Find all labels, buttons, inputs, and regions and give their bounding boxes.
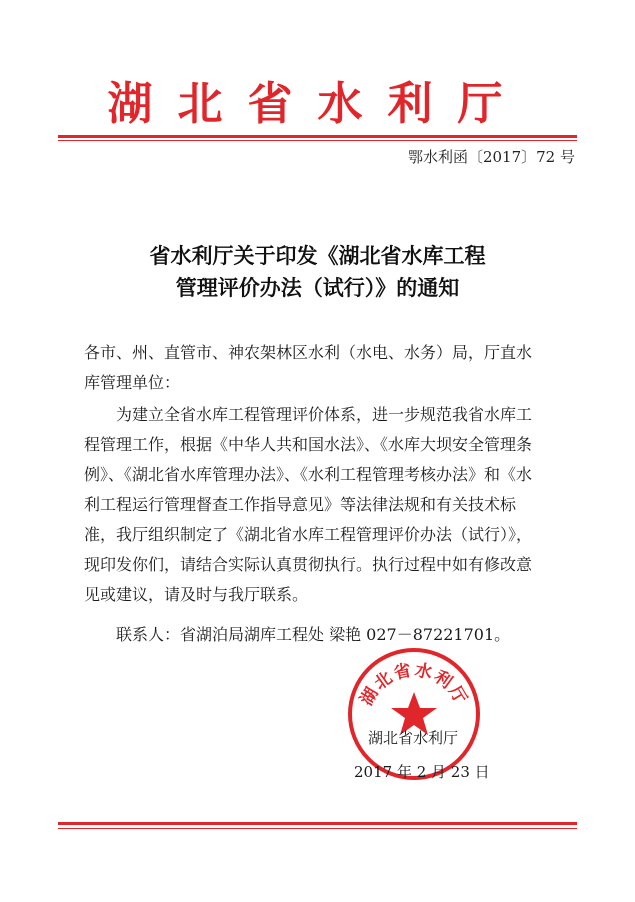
document-number: 鄂水利函〔2017〕72 号 [407, 148, 575, 166]
body-line: 程管理工作，根据《中华人共和国水法》、《水库大坝安全管理条 [84, 435, 533, 454]
signature-org: 湖北省水利厅 [368, 729, 459, 747]
header-rule-thin [58, 140, 577, 141]
document-title-line-2: 管理评价办法（试行）》的通知 [175, 275, 460, 300]
body-line: 例》、《湖北省水库管理办法》、《水利工程管理考核办法》和《水 [84, 465, 533, 484]
seal-text: 湖北省水利厅 [356, 660, 472, 710]
addressee-line-1: 各市、州、直管市、神农架林区水利（水电、水务）局，厅直水 [84, 343, 533, 362]
addressee-line-2: 库管理单位： [84, 373, 181, 392]
footer-rule-thick [58, 822, 577, 825]
body-line: 现印发你们，请结合实际认真贯彻执行。执行过程中如有修改意 [84, 555, 533, 574]
contact-line: 联系人：省湖泊局湖库工程处 梁艳 027－87221701。 [116, 625, 511, 644]
body-line: 利工程运行管理督查工作指导意见》等法律法规和有关技术标 [84, 495, 517, 514]
signature-date: 2017 年 2 月 23 日 [354, 763, 490, 781]
header-rule-thick [58, 135, 577, 138]
body-line: 准，我厅组织制定了《湖北省水库工程管理评价办法（试行）》， [84, 525, 533, 544]
footer-rule-thin [58, 828, 577, 829]
document-title-line-1: 省水利厅关于印发《湖北省水库工程 [149, 243, 486, 268]
org-header-title: 湖北省水利厅 [107, 77, 528, 130]
body-line: 为建立全省水库工程管理评价体系，进一步规范我省水库工 [116, 405, 533, 424]
body-line: 见或建议，请及时与我厅联系。 [84, 585, 309, 604]
